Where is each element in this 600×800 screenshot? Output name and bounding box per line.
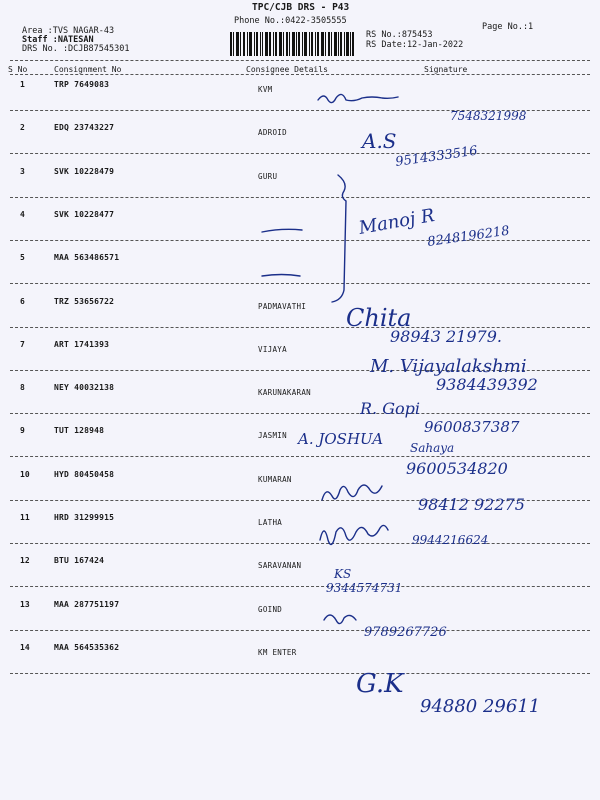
row-consignment-no: HYD 80450458 [54, 470, 115, 479]
row-consignment-no: TRP 7649083 [54, 80, 110, 89]
row-divider [10, 543, 590, 544]
row-divider [10, 413, 590, 414]
row-consignee: KVM [258, 85, 273, 94]
signature-scribble [318, 94, 398, 102]
row-consignment-no: NEY 40032138 [54, 383, 115, 392]
barcode-image [230, 32, 355, 56]
handwritten-phone: 8248196218 [426, 223, 511, 250]
row-consignee: LATHA [258, 518, 283, 527]
handwritten-phone: 9514333516 [394, 143, 479, 170]
row-sno: 1 [20, 80, 25, 89]
signature-scribble [320, 525, 388, 544]
row-consignee: KARUNAKARAN [258, 388, 311, 397]
row-sno: 4 [20, 210, 25, 219]
row-sno: 9 [20, 426, 25, 435]
row-divider [10, 153, 590, 154]
handwritten-name: M. Vijayalakshmi [370, 356, 527, 377]
col-header-signature: Signature [424, 65, 468, 74]
row-consignee: SARAVANAN [258, 561, 302, 570]
row-consignee: KM ENTER [258, 648, 297, 657]
row-consignee: GURU [258, 172, 278, 181]
handwritten-name: KS [334, 567, 352, 581]
handwritten-phone: 98412 92275 [418, 495, 525, 514]
row-divider [10, 370, 590, 371]
row-sno: 12 [20, 556, 30, 565]
handwritten-name: G.K [356, 669, 404, 699]
signature-scribble [324, 615, 356, 624]
row-sno: 8 [20, 383, 25, 392]
row-sno: 14 [20, 643, 30, 652]
row-consignment-no: EDQ 23743227 [54, 123, 115, 132]
row-sno: 6 [20, 297, 25, 306]
handwritten-name: Sahaya [410, 441, 455, 455]
handwritten-phone: 7548321998 [450, 109, 527, 123]
row-consignment-no: SVK 10228479 [54, 167, 115, 176]
row-consignment-no: MAA 563486571 [54, 253, 120, 262]
document-title: TPC/CJB DRS - P43 [252, 2, 350, 13]
header-rule-top [10, 60, 590, 61]
row-consignee: PADMAVATHI [258, 302, 307, 311]
row-consignee: JASMIN [258, 431, 287, 440]
row-consignee: VIJAYA [258, 345, 287, 354]
handwritten-name: A. JOSHUA [298, 430, 384, 448]
signature-scribble [322, 485, 382, 500]
row-divider [10, 240, 590, 241]
page-number: Page No.:1 [482, 22, 534, 32]
row-consignment-no: MAA 564535362 [54, 643, 120, 652]
row-consignment-no: TRZ 53656722 [54, 297, 115, 306]
row-consignee: GOIND [258, 605, 283, 614]
row-sno: 3 [20, 167, 25, 176]
rs-date: RS Date:12-Jan-2022 [366, 40, 464, 50]
row-sno: 2 [20, 123, 25, 132]
phone-number: Phone No.:0422-3505555 [234, 16, 347, 26]
row-divider [10, 456, 590, 457]
row-divider [10, 197, 590, 198]
row-consignment-no: MAA 287751197 [54, 600, 120, 609]
drs-number: DRS No. :DCJB87545301 [22, 44, 130, 54]
row-sno: 5 [20, 253, 25, 262]
handwritten-name: Manoj R [357, 204, 437, 239]
col-header-consignee: Consignee Details [246, 65, 328, 74]
dash-mark [262, 229, 302, 232]
row-sno: 13 [20, 600, 30, 609]
area-label: Area :TVS NAGAR-43 [22, 26, 115, 36]
handwritten-phone: 94880 29611 [420, 696, 541, 717]
rs-number: RS No.:875453 [366, 30, 433, 40]
staff-label: Staff :NATESAN [22, 35, 94, 45]
row-divider [10, 283, 590, 284]
row-consignee: ADROID [258, 128, 287, 137]
row-sno: 7 [20, 340, 25, 349]
handwritten-phone: 9344574731 [326, 581, 403, 595]
row-consignment-no: HRD 31299915 [54, 513, 115, 522]
row-consignment-no: ART 1741393 [54, 340, 110, 349]
row-divider [10, 586, 590, 587]
handwritten-name: R. Gopi [360, 399, 420, 418]
dash-mark [262, 275, 300, 277]
row-divider [10, 500, 590, 501]
row-sno: 11 [20, 513, 30, 522]
handwritten-phone: 9944216624 [412, 533, 489, 547]
row-consignee: KUMARAN [258, 475, 292, 484]
handwritten-phone: 9600534820 [406, 459, 508, 478]
row-consignment-no: BTU 167424 [54, 556, 105, 565]
row-consignment-no: TUT 128948 [54, 426, 105, 435]
handwritten-name: A.S [362, 129, 397, 153]
row-divider [10, 673, 590, 674]
row-consignment-no: SVK 10228477 [54, 210, 115, 219]
handwritten-phone: 9789267726 [364, 625, 447, 640]
row-divider [10, 110, 590, 111]
row-divider [10, 327, 590, 328]
row-divider [10, 630, 590, 631]
handwritten-name: Chita [346, 304, 412, 332]
row-sno: 10 [20, 470, 30, 479]
col-header-sno: S No [8, 65, 28, 74]
handwritten-phone: 98943 21979. [390, 327, 502, 346]
handwritten-phone: 9600837387 [424, 418, 520, 436]
header-rule-bottom [10, 74, 590, 75]
col-header-consignment: Consignment No [54, 65, 122, 74]
handwritten-phone: 9384439392 [436, 375, 538, 394]
